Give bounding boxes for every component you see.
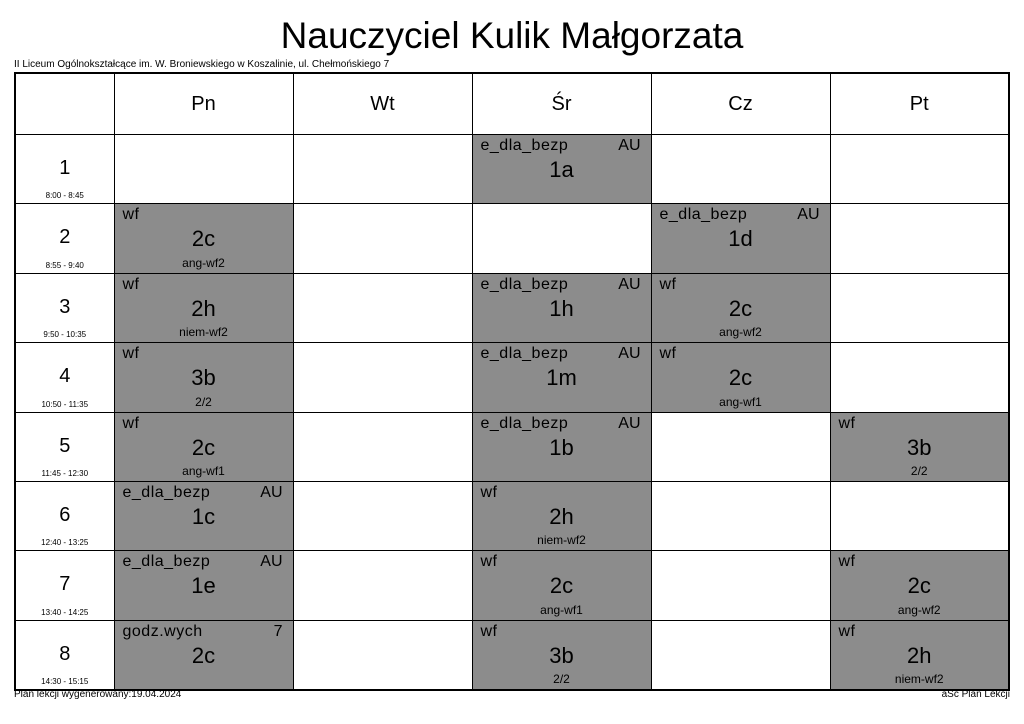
lesson-group: 2/2 (910, 463, 928, 478)
empty-cell (830, 481, 1009, 550)
lesson-class: 3b (549, 642, 574, 668)
day-header: Pn (114, 73, 293, 135)
lesson-room: AU (618, 275, 641, 293)
lesson-cell (114, 204, 293, 273)
lesson-class: 1m (546, 365, 577, 391)
lesson-group: ang-wf1 (182, 463, 225, 478)
period-cell (15, 551, 114, 620)
lesson-room: AU (260, 483, 283, 501)
period-time: 11:45 - 12:30 (41, 468, 89, 478)
lesson-cell (830, 620, 1009, 689)
lesson-class: 2h (549, 503, 574, 529)
period-row (15, 412, 1009, 481)
school-name: II Liceum Ogólnokształcące im. W. Broniewskiego w Koszalinie, ul. Chełmońskiego 7 (14, 59, 390, 70)
generated-note: Plan lekcji wygenerowany:19.04.2024 (14, 689, 182, 700)
lesson-class: 1d (728, 226, 753, 252)
lesson-subject: e_dla_bezp (480, 275, 569, 293)
period-row (15, 273, 1009, 342)
lesson-room: AU (797, 206, 820, 224)
lesson-subject: e_dla_bezp (480, 137, 569, 154)
period-row (15, 343, 1009, 412)
period-time: 8:00 - 8:45 (45, 191, 84, 201)
empty-cell (830, 204, 1009, 273)
lesson-class: 2c (549, 573, 574, 599)
lesson-subject: wf (122, 206, 140, 224)
lesson-group: ang-wf2 (182, 255, 225, 270)
lesson-cell (472, 135, 651, 204)
lesson-class: 2c (728, 295, 753, 321)
lesson-subject: wf (122, 275, 140, 293)
lesson-subject: wf (838, 553, 856, 571)
period-time: 14:30 - 15:15 (41, 676, 89, 686)
period-cell (15, 273, 114, 342)
empty-cell (651, 412, 830, 481)
empty-cell (293, 204, 472, 273)
lesson-cell (830, 551, 1009, 620)
period-time: 12:40 - 13:25 (41, 538, 89, 548)
lesson-cell (472, 412, 651, 481)
lesson-group: ang-wf2 (897, 602, 941, 617)
empty-cell (651, 551, 830, 620)
lesson-subject: e_dla_bezp (480, 414, 569, 432)
lesson-subject: wf (659, 275, 677, 293)
brand-label: aSc Plan Lekcji (941, 689, 1010, 700)
lesson-class: 1e (191, 573, 216, 599)
period-number: 3 (59, 295, 71, 318)
lesson-cell (651, 273, 830, 342)
lesson-cell (114, 620, 293, 689)
lesson-group: niem-wf2 (894, 671, 944, 686)
period-row (15, 204, 1009, 273)
period-number: 1 (59, 157, 71, 179)
lesson-subject: wf (480, 483, 498, 501)
lesson-subject: wf (480, 622, 498, 640)
period-cell (15, 204, 114, 273)
period-row (15, 620, 1009, 689)
lesson-room: AU (618, 137, 641, 154)
empty-cell (293, 343, 472, 412)
lesson-subject: wf (122, 414, 140, 432)
empty-cell (293, 273, 472, 342)
lesson-group: ang-wf1 (719, 394, 762, 409)
timetable (14, 72, 1010, 691)
empty-cell (651, 481, 830, 550)
lesson-subject: wf (122, 345, 140, 363)
empty-cell (114, 135, 293, 204)
empty-cell (293, 551, 472, 620)
lesson-subject: godz.wych (122, 622, 203, 640)
lesson-class: 2h (907, 642, 932, 668)
period-number: 7 (59, 573, 71, 596)
lesson-cell (114, 343, 293, 412)
lesson-class: 3b (907, 434, 932, 460)
empty-cell (293, 481, 472, 550)
empty-cell (651, 620, 830, 689)
lesson-cell (651, 343, 830, 412)
period-number: 4 (59, 365, 71, 388)
lesson-room: AU (618, 414, 641, 432)
lesson-class: 1c (191, 503, 216, 529)
lesson-group: 2/2 (195, 394, 212, 409)
lesson-class: 2c (191, 434, 216, 460)
lesson-subject: wf (838, 622, 856, 640)
day-header: Śr (472, 73, 651, 135)
period-row (15, 551, 1009, 620)
period-time: 8:55 - 9:40 (45, 260, 84, 270)
period-cell (15, 412, 114, 481)
page-title: Nauczyciel Kulik Małgorzata (280, 15, 744, 56)
lesson-cell (114, 481, 293, 550)
lesson-cell (830, 412, 1009, 481)
lesson-subject: e_dla_bezp (122, 483, 211, 501)
lesson-group: ang-wf2 (719, 325, 762, 340)
lesson-subject: e_dla_bezp (480, 345, 569, 363)
empty-cell (293, 620, 472, 689)
lesson-cell (114, 412, 293, 481)
day-header: Cz (651, 73, 830, 135)
corner-cell (15, 73, 114, 135)
lesson-cell (472, 273, 651, 342)
empty-cell (830, 273, 1009, 342)
lesson-subject: e_dla_bezp (122, 553, 211, 571)
period-number: 2 (59, 226, 71, 249)
period-time: 10:50 - 11:35 (41, 399, 89, 409)
period-number: 8 (59, 642, 71, 665)
empty-cell (293, 135, 472, 204)
lesson-class: 2c (191, 226, 216, 252)
empty-cell (830, 343, 1009, 412)
lesson-group: 2/2 (553, 671, 570, 686)
lesson-class: 1a (549, 157, 574, 182)
lesson-group: niem-wf2 (537, 533, 586, 548)
day-header-row (15, 73, 1009, 135)
lesson-class: 2h (191, 295, 216, 321)
lesson-class: 2c (191, 642, 216, 668)
lesson-room: 7 (273, 622, 283, 640)
lesson-class: 1h (549, 295, 574, 321)
lesson-class: 1b (549, 434, 574, 460)
empty-cell (830, 135, 1009, 204)
day-header: Pt (830, 73, 1009, 135)
empty-cell (651, 135, 830, 204)
period-cell (15, 481, 114, 550)
empty-cell (293, 412, 472, 481)
lesson-group: niem-wf2 (179, 325, 228, 340)
period-row (15, 135, 1009, 204)
lesson-room: AU (260, 553, 283, 571)
period-time: 9:50 - 10:35 (43, 330, 87, 340)
period-cell (15, 135, 114, 204)
period-row (15, 481, 1009, 550)
period-time: 13:40 - 14:25 (41, 607, 89, 617)
lesson-cell (472, 551, 651, 620)
lesson-subject: wf (838, 414, 856, 432)
period-number: 5 (59, 434, 71, 457)
period-cell (15, 343, 114, 412)
lesson-room: AU (618, 345, 641, 363)
period-cell (15, 620, 114, 689)
empty-cell (472, 204, 651, 273)
lesson-class: 2c (728, 365, 753, 391)
lesson-cell (472, 343, 651, 412)
lesson-group: ang-wf1 (540, 602, 583, 617)
lesson-class: 2c (907, 573, 931, 599)
period-number: 6 (59, 503, 71, 526)
lesson-subject: wf (480, 553, 498, 571)
lesson-subject: e_dla_bezp (659, 206, 748, 224)
lesson-class: 3b (191, 365, 216, 391)
lesson-cell (472, 620, 651, 689)
lesson-cell (651, 204, 830, 273)
lesson-cell (114, 273, 293, 342)
day-header: Wt (293, 73, 472, 135)
lesson-subject: wf (659, 345, 677, 363)
lesson-cell (114, 551, 293, 620)
lesson-cell (472, 481, 651, 550)
